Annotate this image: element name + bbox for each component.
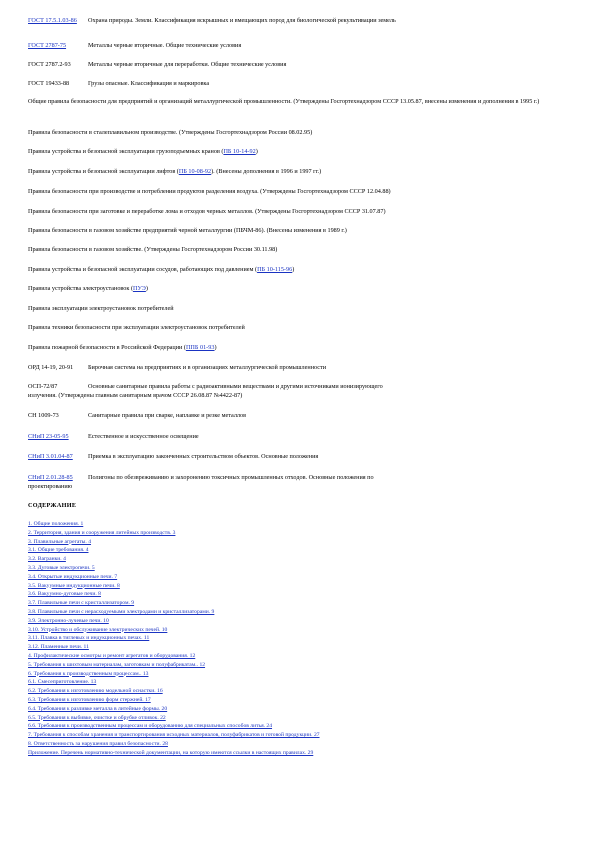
standard-description: Металлы черные вторичные. Общие технические условия <box>88 42 242 49</box>
rule-link[interactable]: ПБ 10-08-92 <box>178 168 212 175</box>
toc-link[interactable]: 5. Требования к шихтовым материалам, заготовкам и полуфабрикатам.. 12 <box>28 661 206 668</box>
rule-item: Правила безопасности в газовом хозяйстве предприятий черной металлургии (ПБЧМ-86). (Внесены изменения в 1989 г.) <box>28 227 347 234</box>
doc-code: ОРД 14-19, 20-91 <box>28 364 74 371</box>
rule-item <box>28 148 568 156</box>
rule-text: Правила пожарной безопасности в Российской Федерации ( <box>28 344 186 351</box>
toc-link[interactable]: 6.5. Требования к выбивке, очистке и обрубке отливок. 22 <box>28 714 166 721</box>
standard-description: Грузы опасные. Классификация и маркировка <box>88 80 210 87</box>
toc-link[interactable]: 3.2. Вагранки. 4 <box>28 556 66 563</box>
rule-item: Правила безопасности в газовом хозяйстве. (Утверждены Госгортехнадзором России 30.11.98) <box>28 246 278 253</box>
rule-link[interactable]: ПБ 10-115-96 <box>257 266 293 273</box>
toc-link[interactable]: 2. Территория, здания и сооружения литейных производств. 3 <box>28 529 176 536</box>
rule-item <box>28 285 568 293</box>
rule-link[interactable]: ПУЭ <box>133 285 146 292</box>
doc-description-continued: проектированию <box>28 483 73 490</box>
table-of-contents <box>28 520 573 758</box>
toc-link[interactable]: 3.10. Устройство и обслуживание электрических печей. 10 <box>28 626 168 633</box>
toc-link[interactable]: 3.12. Пламенные печи. 11 <box>28 644 89 651</box>
toc-link[interactable]: Приложение. Перечень нормативно-технической документации, на которую имеются ссылки в настоящих правилах. 29 <box>28 749 314 756</box>
rule-item: Правила эксплуатации электроустановок потребителей <box>28 305 174 312</box>
toc-link[interactable]: 3.8. Плавильные печи с нерасходуемыми электродами и кристаллизаторами. 9 <box>28 608 215 615</box>
rule-text: Правила устройства и безопасной эксплуатации грузоподъемных кранов ( <box>28 148 224 155</box>
rule-text: ) <box>292 266 295 273</box>
toc-link[interactable]: 4. Профилактические осмотры и ремонт агрегатов и оборудования. 12 <box>28 652 196 659</box>
doc-description: Основные санитарные правила работы с радиоактивными веществами и другими источниками ионизирующего <box>88 383 383 390</box>
standard-description: Охрана природы. Земли. Классификация вскрышных и вмещающих пород для биологической рекультивации земель <box>88 17 396 24</box>
rule-item: Общие правила безопасности для предприятий и организаций металлургической промышленности. (Утверждены Госгортехнадзором СССР 13.05.87, внесены изменения и дополнения в 1995 г.) <box>28 98 540 105</box>
rule-item: Правила безопасности при заготовке и переработке лома и отходов черных металлов. (Утверждены Госгортехнадзором СССР 31.07.87) <box>28 208 386 215</box>
standard-code-link[interactable]: ГОСТ 2787-75 <box>28 42 67 49</box>
toc-link[interactable]: 6.3. Требования к изготовлению форм стержней. 17 <box>28 696 151 703</box>
rule-text: Правила устройства электроустановок ( <box>28 285 134 292</box>
toc-link[interactable]: 3.9. Электронно-лучевые печи. 10 <box>28 617 109 624</box>
toc-link[interactable]: 6.1. Смесеприготовление. 13 <box>28 679 97 686</box>
toc-link[interactable]: 1. Общие положения. 1 <box>28 521 84 527</box>
rule-text: ) <box>214 344 217 351</box>
rule-text: ). (Внесены дополнения в 1996 и 1997 гг.) <box>211 168 322 175</box>
toc-link[interactable]: 6. Требования к производственным процессам.. 13 <box>28 670 149 677</box>
doc-description: Полигоны по обезвреживанию и захоронению токсичных промышленных отходов. Основные положения по <box>88 474 374 481</box>
standard-code: ГОСТ 19433-88 <box>28 80 70 87</box>
contents-heading: СОДЕРЖАНИЕ <box>28 502 77 509</box>
doc-code: СН 1009-73 <box>28 412 59 419</box>
doc-code: ОСП-72/87 <box>28 383 58 390</box>
standard-description: Металлы черные вторичные для переработки. Общие технические условия <box>88 61 287 68</box>
rule-item <box>28 168 568 176</box>
toc-link[interactable]: 3.4. Открытые индукционные печи. 7 <box>28 573 118 580</box>
doc-code-link[interactable]: СНиП 23-05-95 <box>28 433 69 440</box>
rule-text: ) <box>255 148 258 155</box>
doc-description-continued: излучения. (Утверждены главным санитарным врачом СССР 26.08.87 №4422-87) <box>28 392 243 399</box>
doc-code-link[interactable]: СНиП 2.01.28-85 <box>28 474 73 481</box>
toc-link[interactable]: 3.5. Вакуумные индукционные печи. 8 <box>28 582 120 589</box>
toc-link[interactable]: 3.11. Плавка в тиглевых и индукционных печах. 11 <box>28 635 150 642</box>
toc-link[interactable]: 3. Плавильные агрегаты. 4 <box>28 538 92 545</box>
toc-link[interactable]: 6.6. Требования к производственным процессам и оборудованию для специальных способов литья. 24 <box>28 723 273 730</box>
standard-code-link[interactable]: ГОСТ 17.5.1.03-86 <box>28 17 77 24</box>
toc-link[interactable]: 8. Ответственность за нарушения правил безопасности. 28 <box>28 740 168 747</box>
doc-description: Естественное и искусственное освещение <box>88 433 199 440</box>
toc-link[interactable]: 7. Требования к способам хранения и транспортирования исходных материалов, полуфабрикатов и готовой продукции. 27 <box>28 732 320 739</box>
rule-item: Правила безопасности при производстве и потреблении продуктов разделения воздуха. (Утверждены Госгортехнадзором СССР 12.04.88) <box>28 188 391 195</box>
doc-description: Бирочная система на предприятиях и в организациях металлургической промышленности <box>88 364 327 371</box>
toc-link[interactable]: 3.1. Общие требования. 4 <box>28 547 89 554</box>
rule-item <box>28 344 568 352</box>
doc-code-link[interactable]: СНиП 3.01.04-87 <box>28 453 73 460</box>
toc-link[interactable]: 3.7. Плавильные печи с кристаллизатором. 9 <box>28 600 135 607</box>
toc-link[interactable]: 6.4. Требования к разливке металла в литейные формы. 20 <box>28 705 168 712</box>
toc-link[interactable]: 3.3. Дуговые электропечи. 5 <box>28 564 95 571</box>
doc-description: Санитарные правила при сварке, наплавке и резке металлов <box>88 412 247 419</box>
rule-item <box>28 266 568 274</box>
rule-link[interactable]: ППБ 01-93 <box>185 344 215 351</box>
rule-link[interactable]: ПБ 10-14-92 <box>223 148 256 155</box>
rule-text: ) <box>145 285 148 292</box>
doc-description: Приемка в эксплуатацию законченных строительством объектов. Основные положения <box>88 453 319 460</box>
standard-code: ГОСТ 2787.2-93 <box>28 61 71 68</box>
rule-item: Правила техники безопасности при эксплуатации электроустановок потребителей <box>28 324 245 331</box>
rule-text: Правила устройства и безопасной эксплуатации сосудов, работающих под давлением ( <box>28 266 258 273</box>
toc-link[interactable]: 6.2. Требования к изготовлению модельной оснастки. 16 <box>28 688 163 695</box>
rule-item: Правила безопасности в сталеплавильном производстве. (Утверждены Госгортехнадзором России 08.02.95) <box>28 129 313 136</box>
toc-link[interactable]: 3.6. Вакуумно-дуговые печи. 8 <box>28 591 101 598</box>
rule-text: Правила устройства и безопасной эксплуатации лифтов ( <box>28 168 179 175</box>
